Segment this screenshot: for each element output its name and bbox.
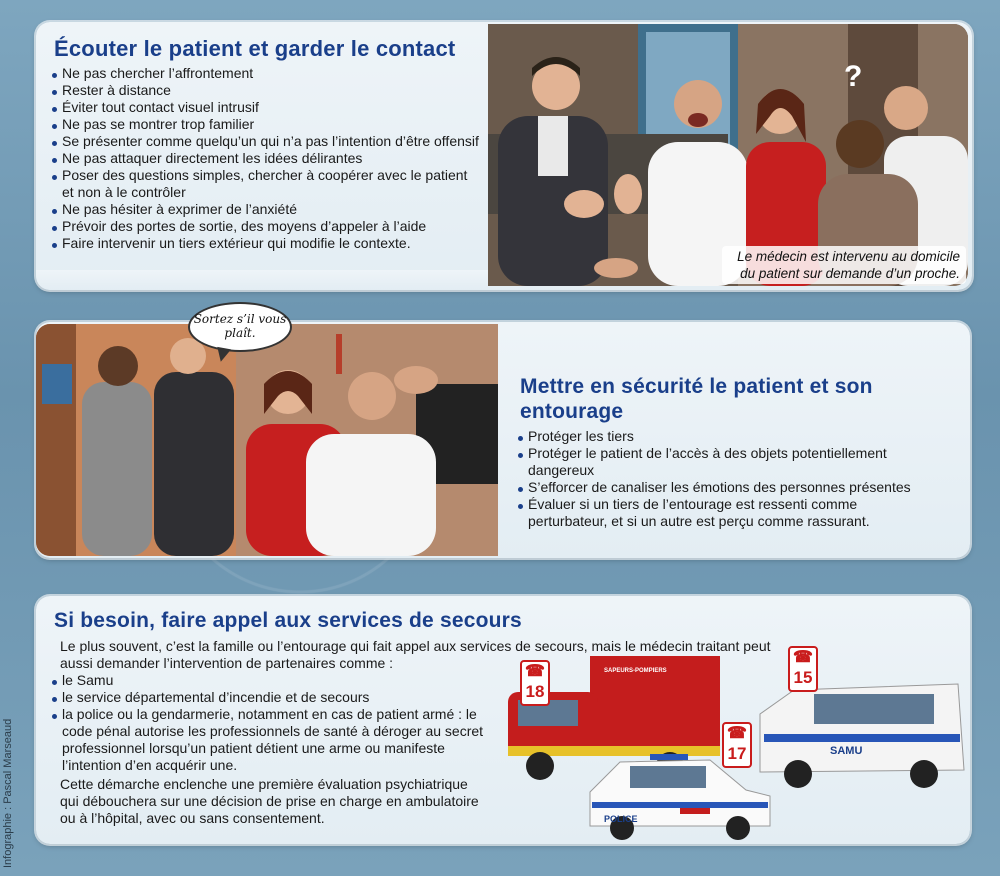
section-title-safety: Mettre en sécurité le patient et son entourage [520, 375, 873, 423]
phone-tag-18 [520, 660, 550, 706]
list-item: Rester à distance [52, 82, 482, 99]
question-mark: ? [844, 60, 863, 93]
samu-label: SAMU [830, 745, 863, 757]
illustration-family-scene [36, 324, 498, 556]
list-item: Poser des questions simples, chercher à coopérer avec le patient et non à le contrôler [52, 167, 482, 201]
list-item: Ne pas attaquer directement les idées délirantes [52, 150, 482, 167]
speech-bubble: Sortez s’il vous plaît. [188, 302, 292, 352]
phone-icon: ☎ [793, 649, 813, 666]
list-item: le service départemental d’incendie et de secours [52, 689, 492, 706]
list-item: la police ou la gendarmerie, notamment en cas de patient armé : le code pénal autorise les professionnels de santé à déroger au secret professionnel lorsqu’un patient détient une arme ou manifeste l’intention d’en acquérir une. [52, 706, 492, 774]
illustration-caption: Le médecin est intervenu au domicile du patient sur demande d’un proche. [722, 246, 966, 284]
list-item: Prévoir des portes de sortie, des moyens d’appeler à l’aide [52, 218, 482, 235]
safety-bullet-list [518, 428, 938, 530]
list-item: S’efforcer de canaliser les émotions des personnes présentes [518, 479, 938, 496]
samu-van-illustration [754, 644, 968, 794]
list-item: Se présenter comme quelqu’un qui n’a pas l’intention d’être offensif [52, 133, 482, 150]
phone-tag-17 [722, 722, 752, 768]
list-item: Protéger les tiers [518, 428, 938, 445]
phone-icon: ☎ [525, 663, 545, 680]
list-item: Faire intervenir un tiers extérieur qui modifie le contexte. [52, 235, 482, 252]
section-title-emergency: Si besoin, faire appel aux services de secours [54, 609, 522, 632]
image-credit: Infographie : Pascal Marseaud [2, 718, 14, 868]
list-item: Ne pas se montrer trop familier [52, 116, 482, 133]
list-item: Ne pas chercher l’affrontement [52, 65, 482, 82]
list-item: Éviter tout contact visuel intrusif [52, 99, 482, 116]
phone-tag-15 [788, 646, 818, 692]
emergency-outro: Cette démarche enclenche une première évaluation psychiatrique qui débouchera sur une décision de prise en charge en ambulatoire ou à l’hôpital, avec ou sans consentement. [60, 776, 479, 826]
police-car-label: POLICE [604, 814, 638, 824]
list-item: le Samu [52, 672, 492, 689]
emergency-intro: Le plus souvent, c’est la famille ou l’entourage qui fait appel aux services de secours, mais le médecin traitant peut aussi demander l’intervention de partenaires comme : [60, 638, 771, 671]
section-title-listen: Écouter le patient et garder le contact [54, 36, 456, 61]
list-item: Ne pas hésiter à exprimer de l’anxiété [52, 201, 482, 218]
listen-bullet-list [52, 65, 482, 252]
phone-icon: ☎ [727, 725, 747, 742]
phone-number: 18 [525, 682, 545, 701]
phone-number: 17 [727, 744, 747, 763]
list-item: Évaluer si un tiers de l’entourage est ressenti comme perturbateur, et si un autre est perçu comme rassurant. [518, 496, 938, 530]
phone-number: 15 [793, 668, 813, 687]
emergency-bullet-list [52, 672, 492, 774]
list-item: Protéger le patient de l’accès à des objets potentiellement dangereux [518, 445, 938, 479]
fire-truck-label: SAPEURS-POMPIERS [604, 668, 667, 674]
